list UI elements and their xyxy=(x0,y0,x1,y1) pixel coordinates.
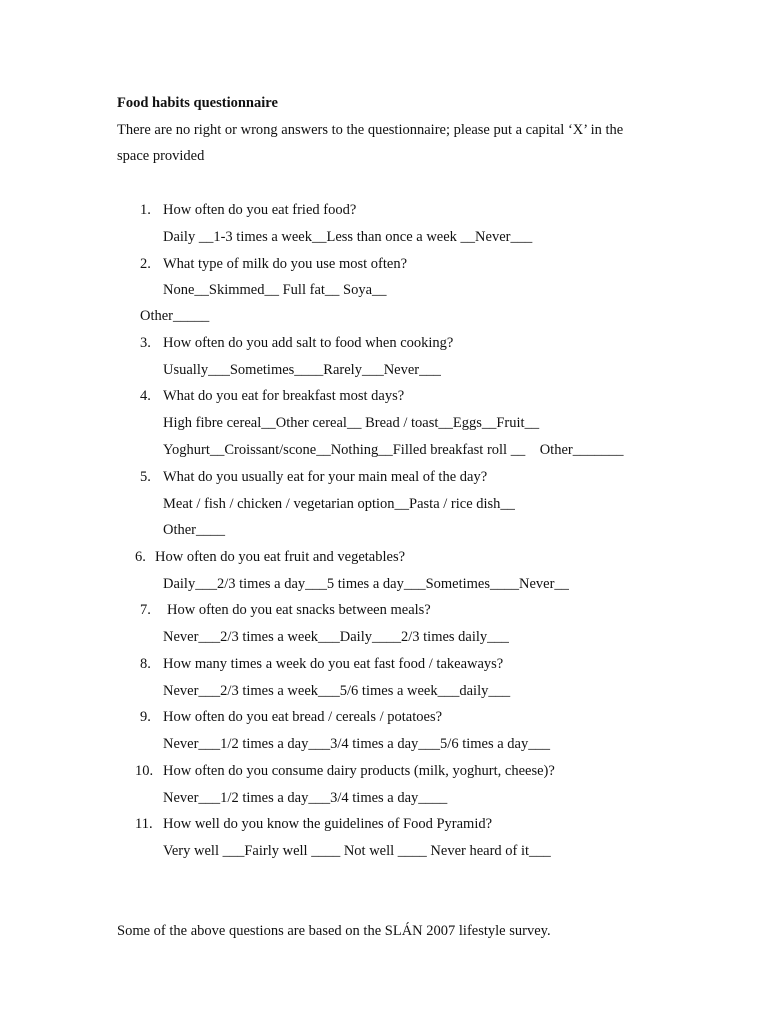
question-text: How well do you know the guidelines of Food Pyramid? xyxy=(163,816,493,832)
answer-options: Other_____ xyxy=(140,308,210,324)
intro-line-2: space provided xyxy=(117,148,205,164)
answer-options: High fibre cereal__Other cereal__ Bread / toast__Eggs__Fruit__ xyxy=(163,415,540,431)
question-text: How often do you eat snacks between meals? xyxy=(167,602,431,618)
question-number: 2. xyxy=(140,256,151,272)
answer-options: Meat / fish / chicken / vegetarian option__Pasta / rice dish__ xyxy=(163,496,515,512)
question-text: How often do you add salt to food when cooking? xyxy=(163,335,454,351)
answer-options: None__Skimmed__ Full fat__ Soya__ xyxy=(163,282,387,298)
question-text: How often do you consume dairy products (milk, yoghurt, cheese)? xyxy=(163,763,555,779)
question-number: 7. xyxy=(140,602,151,618)
question-text: What type of milk do you use most often? xyxy=(163,256,408,272)
answer-options: Daily __1-3 times a week__Less than once a week __Never___ xyxy=(163,229,533,245)
question-number: 1. xyxy=(140,202,151,218)
question-number: 10. xyxy=(135,763,154,779)
answer-options: Yoghurt__Croissant/scone__Nothing__Filled breakfast roll __ Other_______ xyxy=(163,442,624,458)
answer-options: Never___1/2 times a day___3/4 times a day___5/6 times a day___ xyxy=(163,736,550,752)
question-number: 3. xyxy=(140,335,151,351)
question-number: 11. xyxy=(135,816,153,832)
question-text: How many times a week do you eat fast food / takeaways? xyxy=(163,656,504,672)
answer-options: Usually___Sometimes____Rarely___Never___ xyxy=(163,362,441,378)
answer-options: Never___1/2 times a day___3/4 times a day____ xyxy=(163,790,448,806)
answer-options: Never___2/3 times a week___Daily____2/3 times daily___ xyxy=(163,629,509,645)
question-number: 5. xyxy=(140,469,151,485)
answer-options: Daily___2/3 times a day___5 times a day___Sometimes____Never__ xyxy=(163,576,569,592)
answer-options: Never___2/3 times a week___5/6 times a week___daily___ xyxy=(163,683,511,699)
question-number: 8. xyxy=(140,656,151,672)
intro-line-1: There are no right or wrong answers to the questionnaire; please put a capital ‘X’ in the xyxy=(117,122,624,138)
question-text: What do you usually eat for your main meal of the day? xyxy=(163,469,488,485)
question-text: How often do you eat bread / cereals / potatoes? xyxy=(163,709,443,725)
question-text: How often do you eat fruit and vegetables? xyxy=(155,549,406,565)
question-text: What do you eat for breakfast most days? xyxy=(163,388,405,404)
footer-note: Some of the above questions are based on the SLÁN 2007 lifestyle survey. xyxy=(117,923,551,939)
document-title: Food habits questionnaire xyxy=(117,95,278,111)
question-text: How often do you eat fried food? xyxy=(163,202,357,218)
question-number: 4. xyxy=(140,388,151,404)
question-number: 9. xyxy=(140,709,151,725)
answer-options: Very well ___Fairly well ____ Not well ____ Never heard of it___ xyxy=(163,843,551,859)
answer-options: Other____ xyxy=(163,522,226,538)
question-number: 6. xyxy=(135,549,146,565)
